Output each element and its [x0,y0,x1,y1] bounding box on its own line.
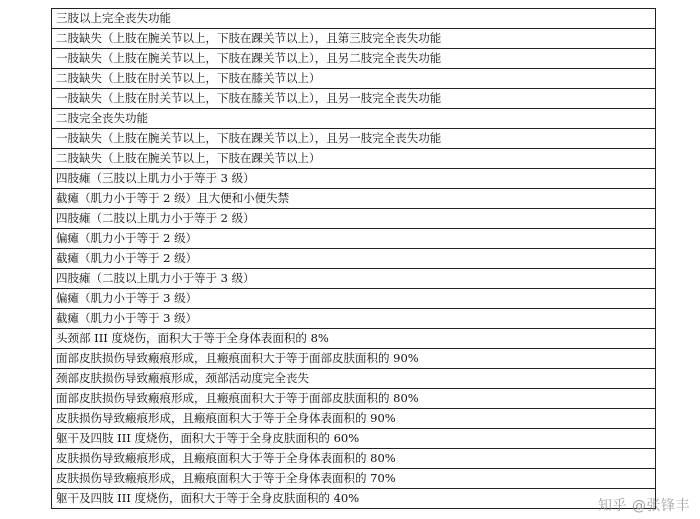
table-cell: 四肢瘫（三肢以上肌力小于等于 3 级） [52,169,656,189]
table-row [52,29,656,49]
table-row [52,389,656,409]
table-row [52,369,656,389]
table-row [52,469,656,489]
table-row [52,269,656,289]
table-cell: 偏瘫（肌力小于等于 3 级） [52,289,656,309]
table-row [52,229,656,249]
table-cell: 一肢缺失（上肢在肘关节以上，下肢在膝关节以上），且另一肢完全丧失功能 [52,89,656,109]
table-cell: 二肢缺失（上肢在肘关节以上，下肢在膝关节以上） [52,69,656,89]
table-cell: 截瘫（肌力小于等于 2 级）且大便和小便失禁 [52,189,656,209]
table-cell: 面部皮肤损伤导致瘢痕形成，且瘢痕面积大于等于面部皮肤面积的 80% [52,389,656,409]
disability-criteria-table [51,8,656,509]
table-cell: 皮肤损伤导致瘢痕形成，且瘢痕面积大于等于全身体表面积的 90% [52,409,656,429]
table-row [52,9,656,29]
table-cell: 偏瘫（肌力小于等于 2 级） [52,229,656,249]
table-cell: 面部皮肤损伤导致瘢痕形成，且瘢痕面积大于等于面部皮肤面积的 90% [52,349,656,369]
table-row [52,409,656,429]
table-cell: 头颈部 III 度烧伤，面积大于等于全身体表面积的 8% [52,329,656,349]
table-row [52,349,656,369]
table-row [52,89,656,109]
table-cell: 一肢缺失（上肢在腕关节以上，下肢在踝关节以上），且另一肢完全丧失功能 [52,129,656,149]
table-row [52,289,656,309]
table-row [52,149,656,169]
table-row [52,209,656,229]
table-cell: 一肢缺失（上肢在腕关节以上，下肢在踝关节以上），且另二肢完全丧失功能 [52,49,656,69]
table-row [52,49,656,69]
table-cell: 截瘫（肌力小于等于 3 级） [52,309,656,329]
table-body [52,9,656,509]
table-cell: 皮肤损伤导致瘢痕形成，且瘢痕面积大于等于全身体表面积的 80% [52,449,656,469]
table-row [52,489,656,509]
table-cell: 二肢缺失（上肢在腕关节以上，下肢在踝关节以上） [52,149,656,169]
table-row [52,189,656,209]
table-cell: 二肢缺失（上肢在腕关节以上，下肢在踝关节以上），且第三肢完全丧失功能 [52,29,656,49]
table-row [52,169,656,189]
table-cell: 四肢瘫（二肢以上肌力小于等于 2 级） [52,209,656,229]
table-row [52,69,656,89]
watermark: 知乎 @张锋丰 [598,498,690,514]
table-cell: 截瘫（肌力小于等于 2 级） [52,249,656,269]
table-cell: 二肢完全丧失功能 [52,109,656,129]
table-cell: 皮肤损伤导致瘢痕形成，且瘢痕面积大于等于全身体表面积的 70% [52,469,656,489]
table-row [52,249,656,269]
table-row [52,309,656,329]
table-cell: 四肢瘫（二肢以上肌力小于等于 3 级） [52,269,656,289]
table-row [52,109,656,129]
table-row [52,449,656,469]
table-cell: 躯干及四肢 III 度烧伤，面积大于等于全身皮肤面积的 60% [52,429,656,449]
table-cell: 颈部皮肤损伤导致瘢痕形成，颈部活动度完全丧失 [52,369,656,389]
table-row [52,329,656,349]
table-row [52,429,656,449]
table-cell: 三肢以上完全丧失功能 [52,9,656,29]
table-row [52,129,656,149]
table-cell: 躯干及四肢 III 度烧伤，面积大于等于全身皮肤面积的 40% [52,489,656,509]
